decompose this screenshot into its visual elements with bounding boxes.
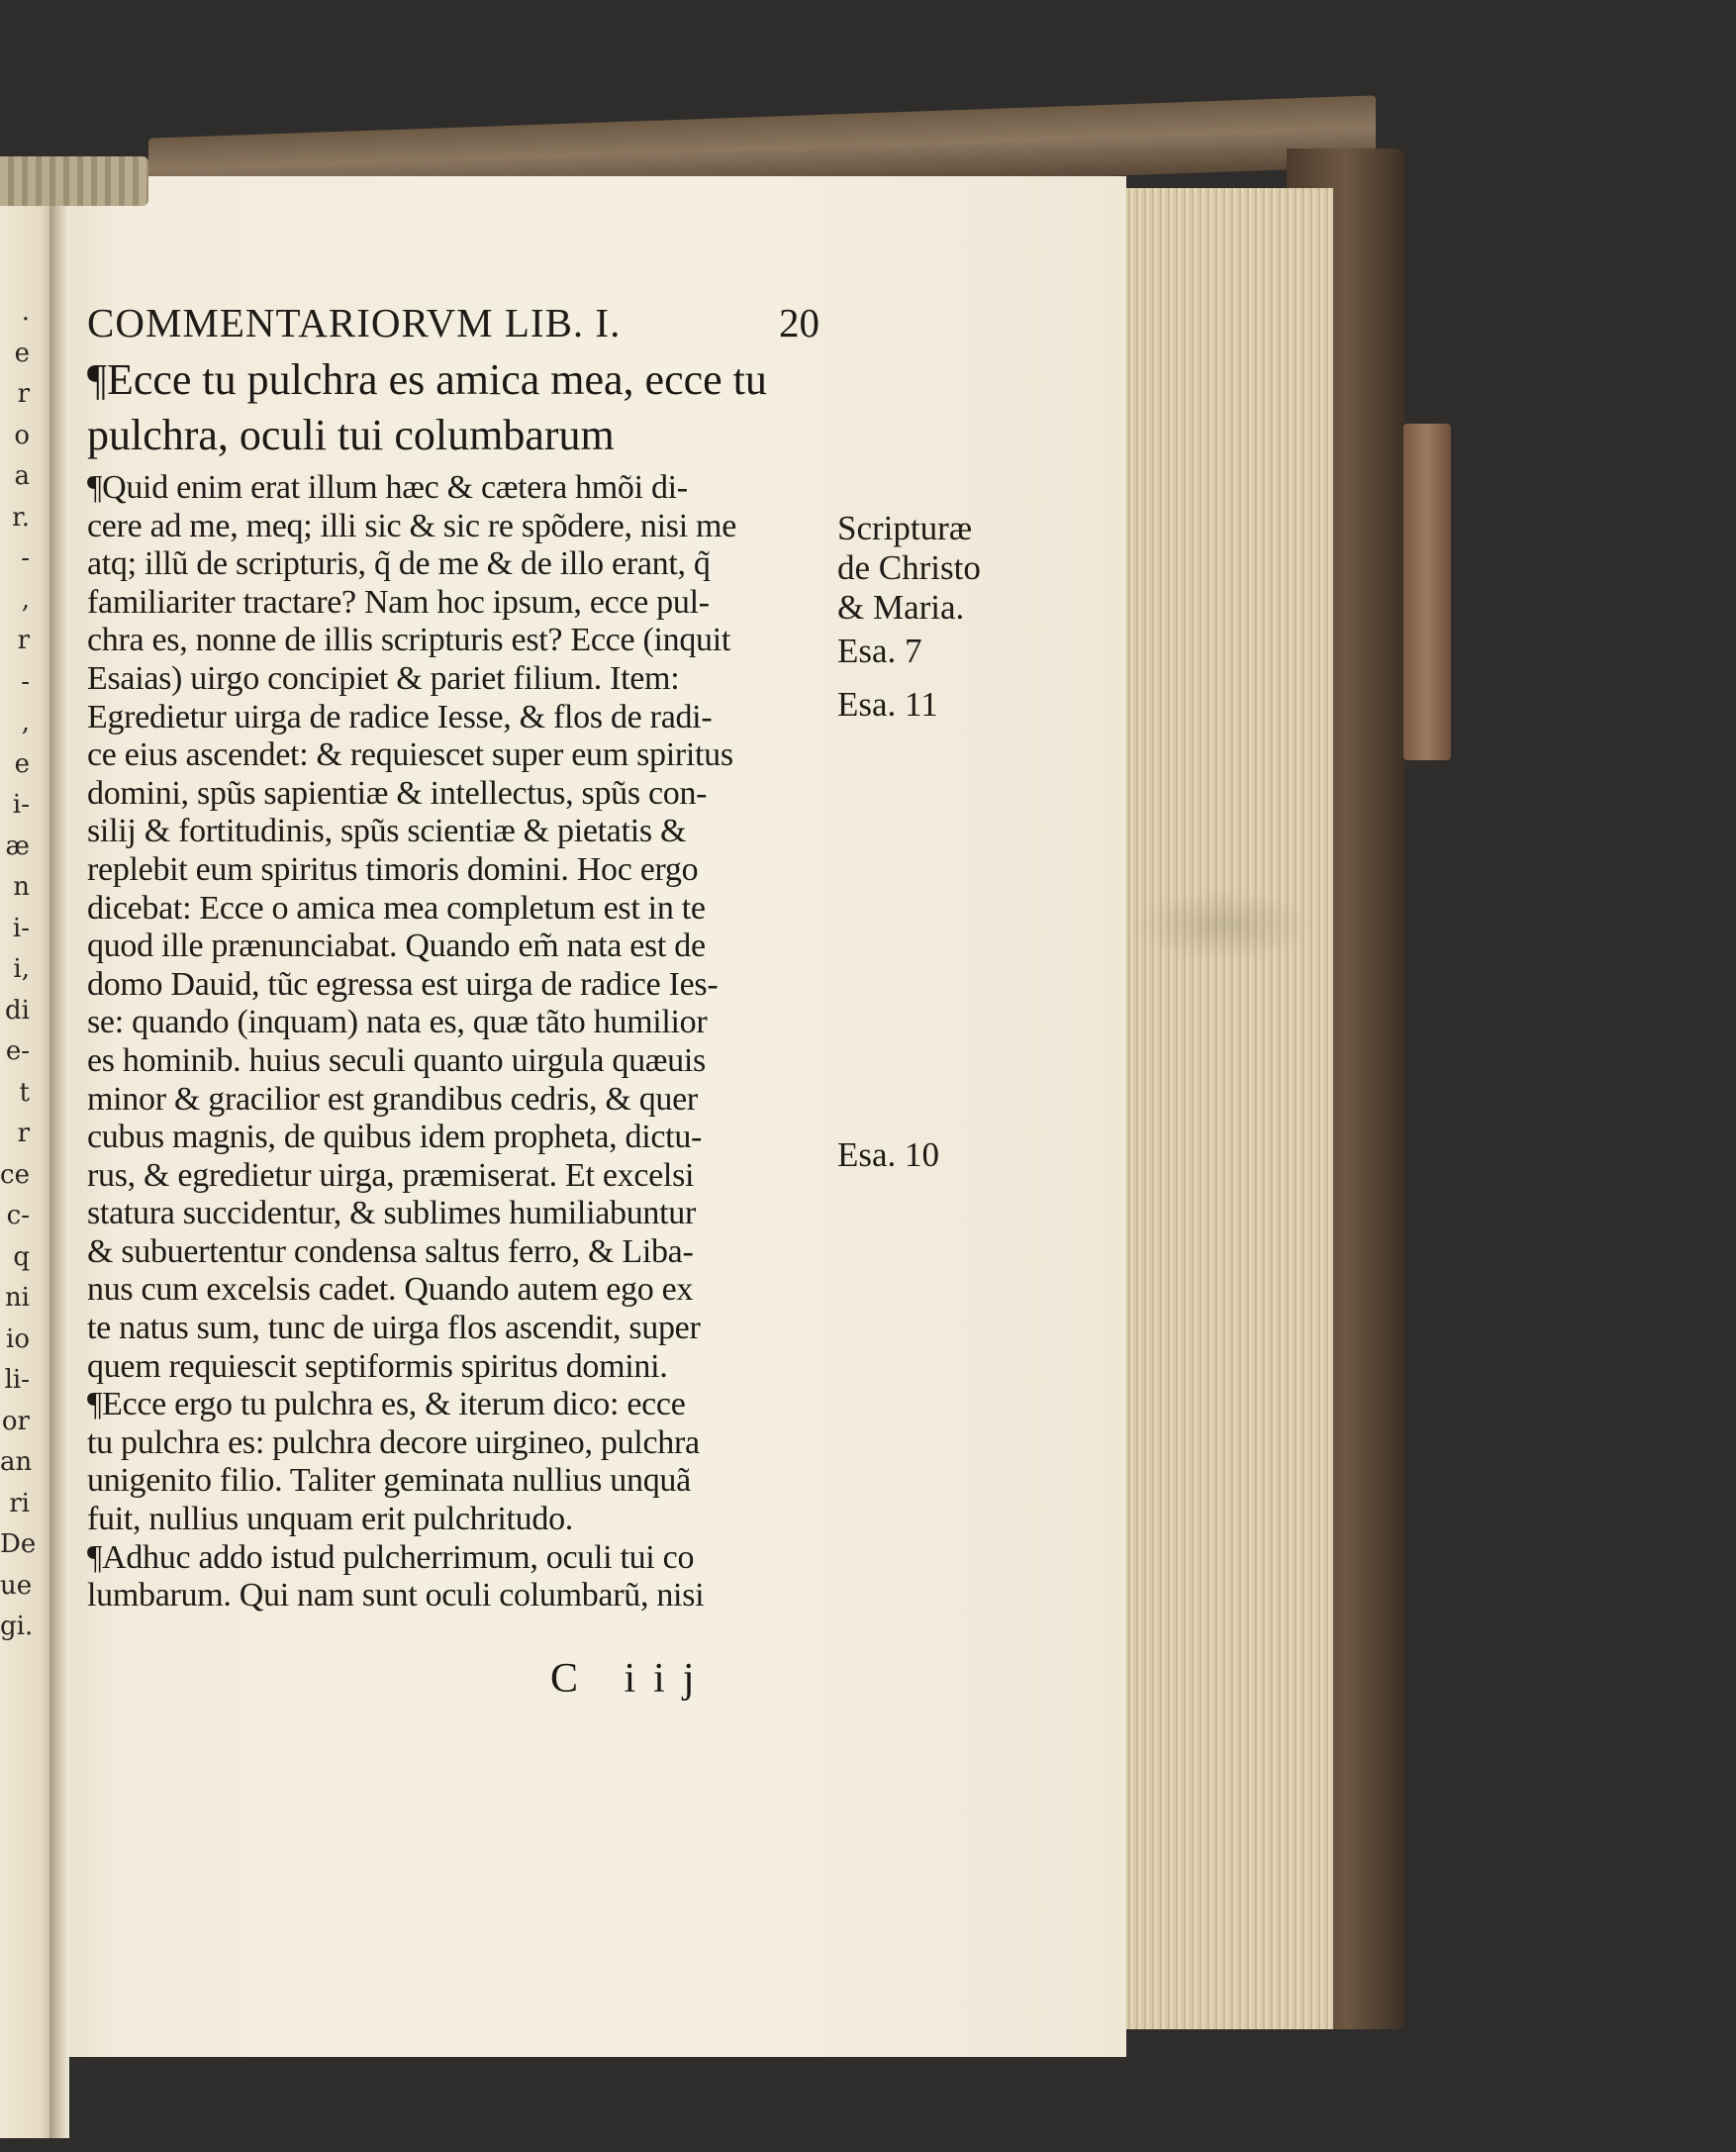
commentary-line: se: quando (inquam) nata es, quæ tãto humilior [87,1004,708,1041]
left-fragment: , [21,708,30,737]
left-fragment: io [6,1323,30,1354]
left-fragment: q [13,1241,30,1272]
lemma-line: ¶Ecce tu pulchra es amica mea, ecce tu [87,355,767,404]
margin-note-esa-11: Esa. 11 [837,685,938,724]
left-fragment: - [21,543,30,573]
lemma-line: pulchra, oculi tui columbarum [87,411,615,459]
left-fragment: e [14,338,30,368]
left-fragment: or [1,1406,30,1436]
commentary-line: quem requiescit septiformis spiritus domini. [87,1347,668,1385]
left-fragment: gi. [0,1612,34,1641]
left-fragment: t [19,1077,30,1108]
left-fragment: e- [5,1036,30,1066]
left-fragment: r [17,626,30,655]
left-fragment: e [14,748,30,779]
commentary-line: ¶Ecce ergo tu pulchra es, & iterum dico: ecce [87,1386,686,1423]
running-head [87,299,820,344]
commentary-line: te natus sum, tunc de uirga flos ascendit, super [87,1310,701,1347]
commentary-line: fuit, nullius unquam erit pulchritudo. [87,1501,573,1538]
commentary-line: tu pulchra es: pulchra decore uirgineo, pulchra [87,1423,700,1461]
page-number: 20 [779,300,820,345]
left-fragment: an [0,1447,33,1477]
left-fragment: li- [4,1365,30,1395]
left-fragment: i- [12,790,30,820]
commentary-line: ¶Adhuc addo istud pulcherrimum, oculi tui co [87,1538,695,1576]
commentary-line: quod ille prænunciabat. Quando em̃ nata est de [87,928,706,965]
bookmark-tab [1403,424,1451,760]
left-fragment: i, [13,954,30,984]
margin-note-esa-7: Esa. 7 [837,632,922,670]
left-fragment: r [17,379,30,409]
left-fragment: - [21,666,30,697]
commentary-line: statura succidentur, & sublimes humiliabuntur [87,1195,696,1232]
left-fragment: ri [9,1488,30,1518]
commentary-line: dicebat: Ecce o amica mea completum est in te [87,889,706,927]
commentary-text [87,469,820,1615]
commentary-line: familiariter tractare? Nam hoc ipsum, ecce pul- [87,583,710,621]
commentary-line: ¶Quid enim erat illum hæc & cætera hmõi di- [87,469,688,506]
lemma-verse [87,352,839,463]
left-fragment: a [14,461,30,491]
commentary-line: rus, & egredietur uirga, præmiserat. Et excelsi [87,1156,695,1194]
commentary-line: cubus magnis, de quibus idem propheta, dictu- [87,1119,703,1156]
left-fragment: r. [12,502,30,533]
left-fragment: di [5,995,30,1026]
ink-bleed-stain [1133,891,1311,960]
signature-mark: C iij [550,1656,713,1702]
left-fragment: æ [5,831,30,861]
commentary-line: lumbarum. Qui nam sunt oculi columbarũ, nisi [87,1577,705,1614]
left-fragment: ni [4,1283,30,1313]
margin-note-scripturae: Scripturæ [837,509,973,547]
left-fragment: . [21,297,30,327]
commentary-line: nus cum excelsis cadet. Quando autem ego ex [87,1271,694,1309]
commentary-line: ce eius ascendet: & requiescet super eum spiritus [87,736,733,774]
spine-headband [0,156,148,206]
commentary-line: es hominib. huius seculi quanto uirgula quæuis [87,1041,706,1079]
left-fragment: De [0,1529,37,1559]
left-fragment: n [13,872,30,902]
commentary-line: atq; illũ de scripturis, q̃ de me & de illo erant, q̃ [87,545,711,583]
commentary-line: domo Dauid, tũc egressa est uirga de radice Ies- [87,965,719,1003]
left-fragment: r [17,1119,30,1148]
left-fragment: i- [12,913,30,943]
left-fragment: o [14,420,30,450]
running-title: COMMENTARIORVM LIB. I. [87,300,622,345]
commentary-line: silij & fortitudinis, spũs scientiæ & pietatis & [87,813,687,850]
page-block-edges [1123,188,1333,2029]
margin-note-et-maria: & Maria. [837,588,965,627]
commentary-line: unigenito filio. Taliter geminata nullius unquã [87,1462,691,1500]
left-fragment: c- [6,1201,30,1230]
commentary-line: & subuertentur condensa saltus ferro, & Liba- [87,1232,694,1270]
commentary-line: chra es, nonne de illis scripturis est? Ecce (inquit [87,622,731,659]
margin-note-esa-10: Esa. 10 [837,1135,940,1174]
commentary-line: domini, spũs sapientiæ & intellectus, spũs con- [87,774,708,812]
left-fragment: , [21,584,30,615]
left-fragment: ce [0,1159,30,1190]
commentary-line: replebit eum spiritus timoris domini. Hoc ergo [87,850,699,888]
left-page-text-fragments [0,297,37,1643]
commentary-line: minor & gracilior est grandibus cedris, & quer [87,1080,698,1118]
margin-note-de-christo: de Christo [837,548,981,587]
left-fragment: ue [0,1570,33,1601]
commentary-line: cere ad me, meq; illi sic & sic re spõdere, nisi me [87,507,736,544]
book-gutter [49,188,69,2138]
commentary-line: Egredietur uirga de radice Iesse, & flos de radi- [87,698,713,735]
commentary-line: Esaias) uirgo concipiet & pariet filium. Item: [87,659,680,697]
